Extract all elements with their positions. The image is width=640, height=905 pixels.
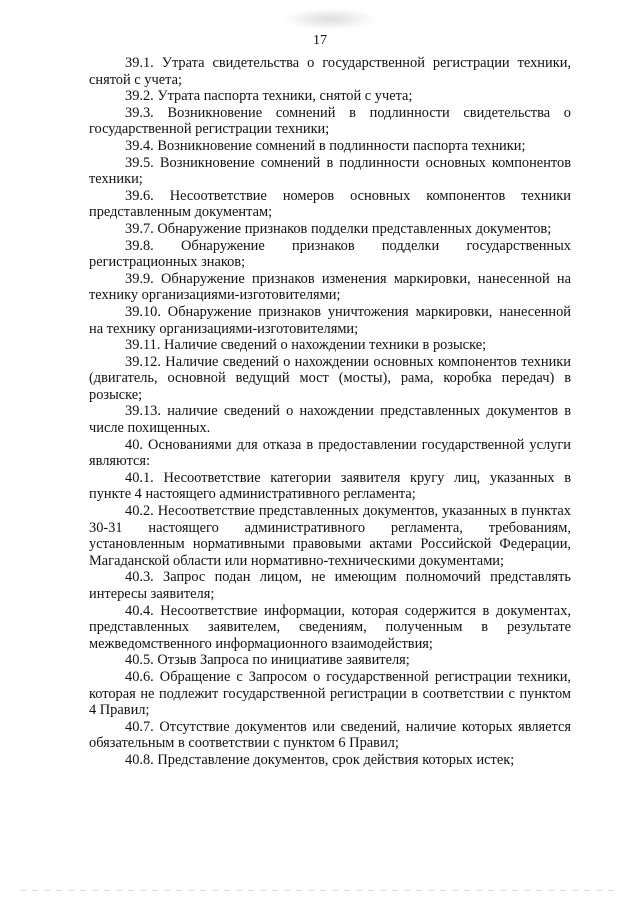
paragraph-39-6: 39.6. Несоответствие номеров основных компонентов техники представленным документам; [89, 187, 571, 221]
paragraph-40-7: 40.7. Отсутствие документов или сведений, наличие которых является обязательным в соответствии с пунктом 6 Правил; [89, 718, 571, 752]
paragraph-40-5: 40.5. Отзыв Запроса по инициативе заявителя; [125, 652, 410, 669]
paragraph-39-4: 39.4. Возникновение сомнений в подлинности паспорта техники; [125, 137, 526, 154]
paragraph-39-13: 39.13. наличие сведений о нахождении представленных документов в числе похищенных. [89, 403, 571, 437]
paragraph-39-9: 39.9. Обнаружение признаков изменения маркировки, нанесенной на технику организациями-изготовителями; [89, 270, 571, 304]
paragraph-40-2: 40.2. Несоответствие представленных документов, указанных в пунктах 30-31 настоящего административного регламента, требованиям, установленным нормативными правовыми актами Российской Федерации, Магаданской области или нормативно-техническими документами; [89, 503, 571, 569]
paragraph-40: 40. Основаниями для отказа в предоставлении государственной услуги являются: [89, 436, 571, 470]
paragraph-39-11: 39.11. Наличие сведений о нахождении техники в розыске; [125, 337, 487, 354]
page-number: 17 [313, 33, 327, 48]
paragraph-39-2: 39.2. Утрата паспорта техники, снятой с учета; [125, 88, 413, 105]
paragraph-40-6: 40.6. Обращение с Запросом о государственной регистрации техники, которая не подлежит государственной регистрации в соответствии с пунктом 4 Правил; [89, 668, 571, 719]
paragraph-39-5: 39.5. Возникновение сомнений в подлинности основных компонентов техники; [89, 154, 571, 188]
paragraph-40-3: 40.3. Запрос подан лицом, не имеющим полномочий представлять интересы заявителя; [89, 569, 571, 602]
paragraph-39-3: 39.3. Возникновение сомнений в подлинности свидетельства о государственной регистрации техники; [89, 104, 571, 138]
paragraph-40-4: 40.4. Несоответствие информации, которая содержится в документах, представленных заявителем, сведениям, полученным в результате межведомственного информационного взаимодействия; [89, 602, 571, 652]
paragraph-39-8: 39.8. Обнаружение признаков подделки государственных регистрационных знаков; [89, 237, 571, 271]
scan-edge-artifact [20, 890, 620, 891]
scan-artifact [282, 8, 377, 30]
paragraph-40-8: 40.8. Представление документов, срок действия которых истек; [125, 751, 515, 768]
paragraph-39-7: 39.7. Обнаружение признаков подделки представленных документов; [125, 220, 552, 237]
document-body [89, 55, 571, 769]
paragraph-39-1: 39.1. Утрата свидетельства о государственной регистрации техники, снятой с учета; [89, 55, 571, 88]
paragraph-39-10: 39.10. Обнаружение признаков уничтожения маркировки, нанесенной на технику организациями-изготовителями; [89, 303, 571, 337]
paragraph-39-12: 39.12. Наличие сведений о нахождении основных компонентов техники (двигатель, основной ведущий мост (мосты), рама, коробка передач) в розыске; [89, 353, 571, 403]
paragraph-40-1: 40.1. Несоответствие категории заявителя кругу лиц, указанных в пункте 4 настоящего административного регламента; [89, 469, 571, 503]
